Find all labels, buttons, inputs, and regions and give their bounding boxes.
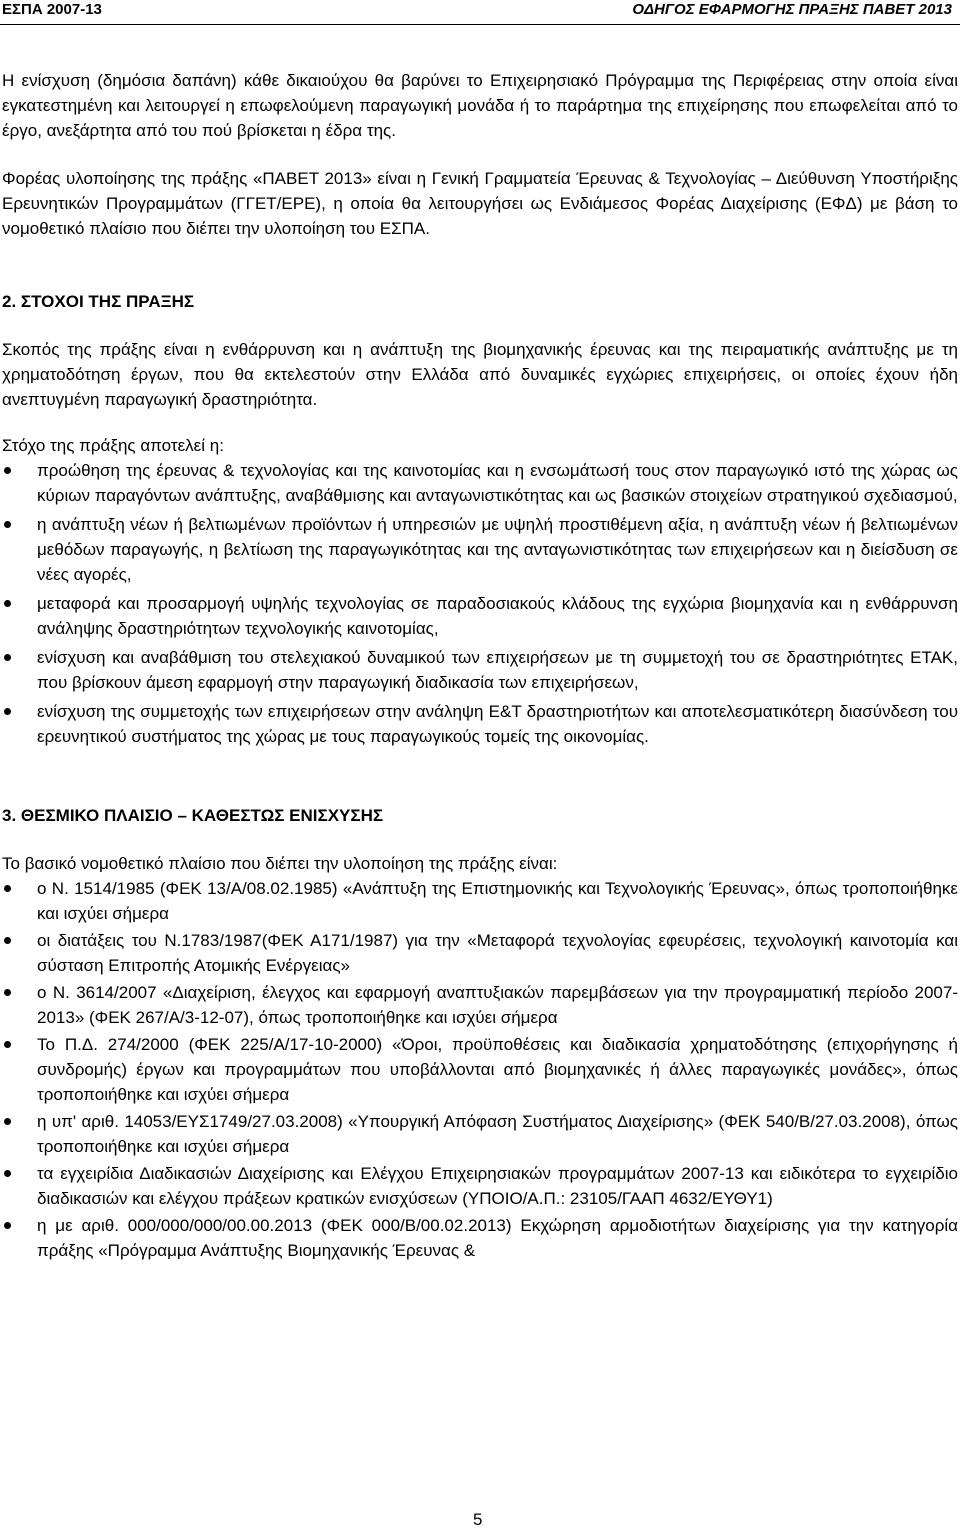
page-header [0, 0, 960, 25]
list-item-text: μεταφορά και προσαρμογή υψηλής τεχνολογίας σε παραδοσιακούς κλάδους της εγχώρια βιομηχανία και η ενθάρρυνση ανάληψης δραστηριότητων τεχνολογικής καινοτομίας, [37, 594, 958, 638]
bullet-icon [4, 1118, 11, 1125]
bullet-icon [4, 654, 11, 661]
list-item [2, 645, 958, 695]
section-2-paragraph-1: Σκοπός της πράξης είναι η ενθάρρυνση και η ανάπτυξη της βιομηχανικής έρευνας και της πειραματικής ανάπτυξης με τη χρηματοδότηση έργων, που θα εκτελεστούν στην Ελλάδα από δυναμικές εγχώριες επιχειρήσεις, οι οποίες έχουν ήδη ανεπτυγμένη παραγωγική δραστηριότητα. [2, 340, 958, 409]
list-item [2, 1109, 958, 1159]
page-number: 5 [473, 1510, 483, 1529]
intro-paragraph-1: Η ενίσχυση (δημόσια δαπάνη) κάθε δικαιούχου θα βαρύνει το Επιχειρησιακό Πρόγραμμα της Περιφέρειας στην οποία είναι εγκατεστημένη και λειτουργεί η επωφελούμενη παραγωγική μονάδα ή το παράρτημα της επιχείρησης που επωφελείται από το έργο, ανεξάρτητα από του πού βρίσκεται η έδρα της. [2, 71, 958, 140]
list-item-text: η με αριθ. 000/000/000/00.00.2013 (ΦΕΚ 000/Β/00.02.2013) Εκχώρηση αρμοδιοτήτων διαχείρισης για την κατηγορία πράξης «Πρόγραμμα Ανάπτυξης Βιομηχανικής Έρευνας & [37, 1216, 958, 1260]
list-item-text: τα εγχειρίδια Διαδικασιών Διαχείρισης και Ελέγχου Επιχειρησιακών προγραμμάτων 2007-13 και ειδικότερα το εγχειρίδιο διαδικασιών και ελέγχου πράξεων κρατικών ενισχύσεων (ΥΠΟΙΟ/Α.Π.: 23105/ΓΑΑΠ 4632/ΕΥΘΥ1) [37, 1164, 958, 1208]
bullet-icon [4, 600, 11, 607]
section-3-title: 3. ΘΕΣΜΙΚΟ ΠΛΑΙΣΙΟ – ΚΑΘΕΣΤΩΣ ΕΝΙΣΧΥΣΗΣ [2, 806, 384, 825]
section-3-bullet-list [2, 876, 958, 1263]
bullet-icon [4, 1222, 11, 1229]
bullet-icon [4, 467, 11, 474]
list-item [2, 512, 958, 587]
list-item-text: ενίσχυση και αναβάθμιση του στελεχιακού δυναμικού των επιχειρήσεων με τη συμμετοχή του σε δραστηριότητες ΕΤΑΚ, που βρίσκουν άμεση εφαρμογή στην παραγωγική διαδικασία των επιχειρήσεων, [37, 648, 958, 692]
list-item-text: ενίσχυση της συμμετοχής των επιχειρήσεων στην ανάληψη Ε&Τ δραστηριοτήτων και αποτελεσματικότερη διασύνδεση του ερευνητικού συστήματος της χώρας με τους παραγωγικούς τομείς της οικονομίας. [37, 702, 958, 746]
list-item-text: η υπ' αριθ. 14053/ΕΥΣ1749/27.03.2008) «Υπουργική Απόφαση Συστήματος Διαχείρισης» (ΦΕΚ 540/Β/27.03.2008), όπως τροποποιήθηκε και ισχύει σήμερα [37, 1112, 958, 1156]
header-left: ΕΣΠΑ 2007-13 [2, 1, 102, 18]
bullet-icon [4, 989, 11, 996]
section-2-paragraph-2: Στόχο της πράξης αποτελεί η: [2, 436, 224, 455]
list-item-text: ο Ν. 3614/2007 «Διαχείριση, έλεγχος και εφαρμογή αναπτυξιακών παρεμβάσεων για την προγραμματική περίοδο 2007-2013» (ΦΕΚ 267/Α/3-12-07), όπως τροποποιήθηκε και ισχύει σήμερα [37, 983, 958, 1027]
bullet-icon [4, 1041, 11, 1048]
list-item [2, 1161, 958, 1211]
section-2-title: 2. ΣΤΟΧΟΙ ΤΗΣ ΠΡΑΞΗΣ [2, 292, 195, 311]
list-item [2, 876, 958, 926]
bullet-icon [4, 1170, 11, 1177]
list-item [2, 591, 958, 641]
bullet-icon [4, 521, 11, 528]
list-item-text: οι διατάξεις του Ν.1783/1987(ΦΕΚ Α171/1987) για την «Μεταφορά τεχνολογίας εφευρέσεις, τεχνολογική καινοτομία και σύσταση Επιτροπής Ατομικής Ενέργειας» [37, 931, 958, 975]
section-3-paragraph-1: Το βασικό νομοθετικό πλαίσιο που διέπει την υλοποίηση της πράξης είναι: [2, 854, 558, 873]
list-item-text: η ανάπτυξη νέων ή βελτιωμένων προϊόντων ή υπηρεσιών με υψηλή προστιθέμενη αξία, η ανάπτυξη νέων ή βελτιωμένων μεθόδων παραγωγής, η βελτίωση της παραγωγικότητας και της ανταγωνιστικότητας των επιχειρήσεων και η διείσδυση σε νέες αγορές, [37, 515, 958, 584]
list-item-text: προώθηση της έρευνας & τεχνολογίας και της καινοτομίας και η ενσωμάτωσή τους στον παραγωγικό ιστό της χώρας ως κύριων παραγόντων ανάπτυξης, αναβάθμισης και ανταγωνιστικότητας και ως βασικών στοιχείων στρατηγικού σχεδιασμού, [37, 461, 958, 505]
list-item-text: Το Π.Δ. 274/2000 (ΦΕΚ 225/Α/17-10-2000) «Όροι, προϋποθέσεις και διαδικασία χρηματοδότησης (επιχορήγησης ή συνδρομής) έργων και προγραμμάτων που υποβάλλονται από βιομηχανικές ή άλλες παραγωγικές μονάδες», όπως τροποποιήθηκε και ισχύει σήμερα [37, 1035, 958, 1104]
bullet-icon [4, 937, 11, 944]
bullet-icon [4, 885, 11, 892]
header-right: ΟΔΗΓΟΣ ΕΦΑΡΜΟΓΗΣ ΠΡΑΞΗΣ ΠΑΒΕΤ 2013 [632, 1, 952, 18]
list-item [2, 1213, 958, 1263]
bullet-icon [4, 708, 11, 715]
list-item [2, 699, 958, 749]
section-2-bullet-list [2, 458, 958, 749]
document-body [2, 68, 958, 1265]
list-item [2, 458, 958, 508]
list-item [2, 928, 958, 978]
list-item [2, 980, 958, 1030]
list-item [2, 1032, 958, 1107]
list-item-text: ο Ν. 1514/1985 (ΦΕΚ 13/Α/08.02.1985) «Ανάπτυξη της Επιστημονικής και Τεχνολογικής Έρευνας», όπως τροποποιήθηκε και ισχύει σήμερα [37, 879, 958, 923]
intro-paragraph-2: Φορέας υλοποίησης της πράξης «ΠΑΒΕΤ 2013» είναι η Γενική Γραμματεία Έρευνας & Τεχνολογίας – Διεύθυνση Υποστήριξης Ερευνητικών Προγραμμάτων (ΓΓΕΤ/ΕΡΕ), η οποία θα λειτουργήσει ως Ενδιάμεσος Φορέας Διαχείρισης (ΕΦΔ) με βάση το νομοθετικό πλαίσιο που διέπει την υλοποίηση του ΕΣΠΑ. [2, 169, 958, 238]
